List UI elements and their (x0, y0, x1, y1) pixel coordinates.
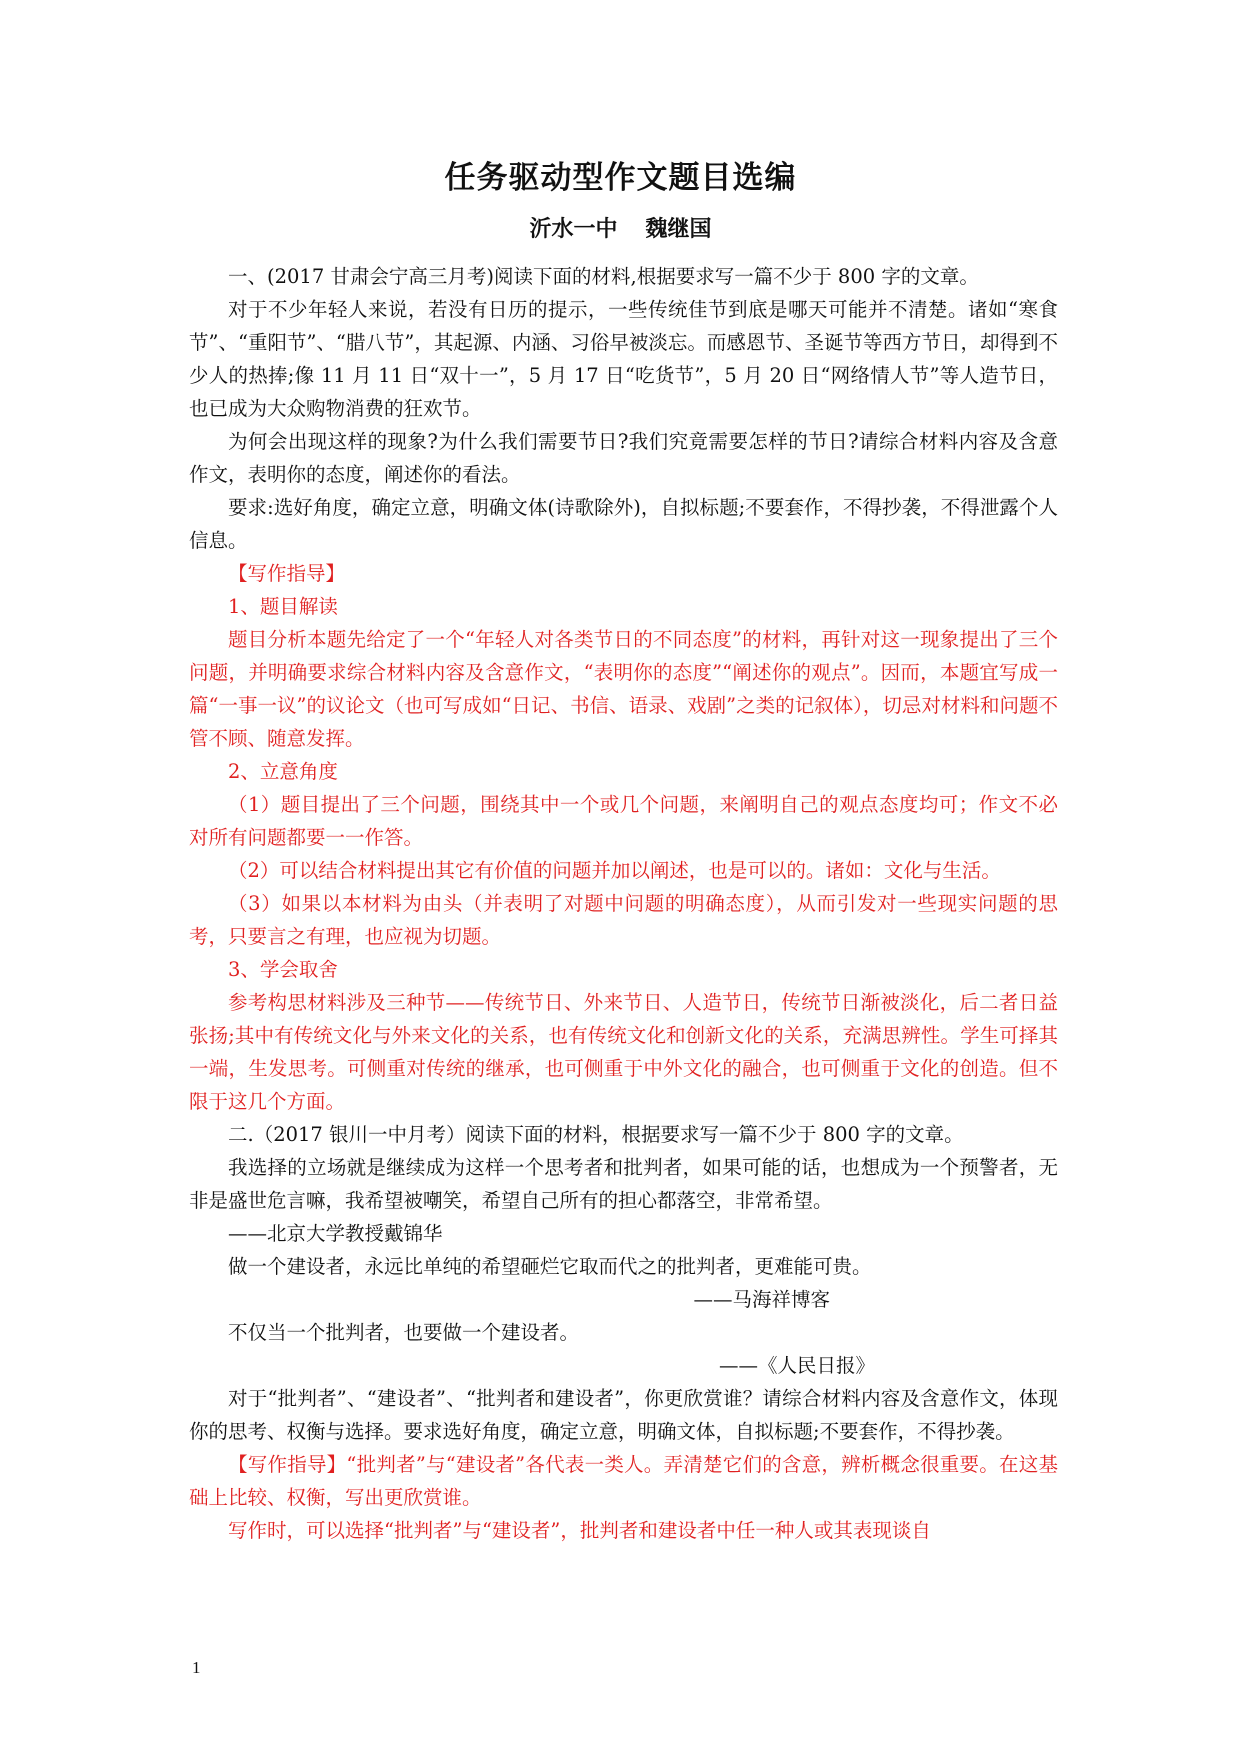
q2-quote3: 不仅当一个批判者，也要做一个建设者。 (228, 1321, 580, 1344)
q1-section1-text: 题目分析本题先给定了一个“年轻人对各类节日的不同态度”的材料，再针对这一现象提出了三个问题，并明确要求综合材料内容及含意作文，“表明你的态度”“阐述你的观点”。因而，本题宜写成一篇“一事一议”的议论文（也可写成如“日记、书信、语录、戏剧”之类的记叙体），切忌对材料和问题不管不顾、随意发挥。 (189, 628, 1058, 750)
q2-question: 对于“批判者”、“建设者”、“批判者和建设者”，你更欣赏谁？请综合材料内容及含意作文，体现你的思考、权衡与选择。要求选好角度，确定立意，明确文体，自拟标题;不要套作，不得抄袭。 (189, 1387, 1058, 1443)
q1-section2-point1: （1）题目提出了三个问题，围绕其中一个或几个问题，来阐明自己的观点态度均可；作文不必对所有问题都要一一作答。 (189, 793, 1058, 849)
q1-section2-point3: （3）如果以本材料为由头（并表明了对题中问题的明确态度），从而引发对一些现实问题的思考，只要言之有理，也应视为切题。 (189, 892, 1058, 948)
q1-section2-point2: （2）可以结合材料提出其它有价值的问题并加以阐述，也是可以的。诸如：文化与生活。 (228, 859, 1001, 882)
q2-quote2: 做一个建设者，永远比单纯的希望砸烂它取而代之的批判者，更难能可贵。 (228, 1255, 872, 1278)
author-line (0, 212, 1241, 243)
q1-question: 为何会出现这样的现象?为什么我们需要节日?我们究竟需要怎样的节日?请综合材料内容及含意作文，表明你的态度，阐述你的看法。 (189, 430, 1058, 486)
q1-guide-label: 【写作指导】 (228, 562, 346, 585)
author-name: 魏继国 (645, 217, 712, 242)
q1-requirement: 要求:选好角度，确定立意，明确文体(诗歌除外)，自拟标题;不要套作，不得抄袭，不得泄露个人信息。 (189, 496, 1058, 552)
q1-section1-heading: 1、题目解读 (228, 595, 338, 618)
q1-material: 对于不少年轻人来说，若没有日历的提示，一些传统佳节到底是哪天可能并不清楚。诸如“寒食节”、“重阳节”、“腊八节”，其起源、内涵、习俗早被淡忘。而感恩节、圣诞节等西方节日，却得到不少人的热捧;像 11 月 11 日“双十一”，5 月 17 日“吃货节”，5 月 20 日“网络情人节”等人造节日，也已成为大众购物消费的狂欢节。 (189, 298, 1058, 420)
q2-source2: ——马海祥博客 (693, 1288, 830, 1311)
q2-prompt: 二.（2017 银川一中月考）阅读下面的材料，根据要求写一篇不少于 800 字的文章。 (228, 1123, 964, 1146)
q2-guide-continued: 写作时，可以选择“批判者”与“建设者”，批判者和建设者中任一种人或其表现谈自 (228, 1519, 931, 1542)
q1-section2-heading: 2、立意角度 (228, 760, 338, 783)
q2-guide: 【写作指导】“批判者”与“建设者”各代表一类人。弄清楚它们的含意，辨析概念很重要。在这基础上比较、权衡，写出更欣赏谁。 (189, 1453, 1058, 1509)
q1-section3-text: 参考构思材料涉及三种节——传统节日、外来节日、人造节日，传统节日渐被淡化，后二者日益张扬;其中有传统文化与外来文化的关系，也有传统文化和创新文化的关系，充满思辨性。学生可择其一端，生发思考。可侧重对传统的继承，也可侧重于中外文化的融合，也可侧重于文化的创造。但不限于这几个方面。 (189, 991, 1058, 1113)
document-body (189, 260, 1058, 1547)
q1-prompt: 一、(2017 甘肃会宁高三月考)阅读下面的材料,根据要求写一篇不少于 800 字的文章。 (228, 265, 979, 288)
q2-source1: ——北京大学教授戴锦华 (228, 1222, 443, 1245)
page-number: 1 (192, 1658, 201, 1677)
q2-source3: ——《人民日报》 (718, 1354, 875, 1377)
q2-quote1: 我选择的立场就是继续成为这样一个思考者和批判者，如果可能的话，也想成为一个预警者，无非是盛世危言嘛，我希望被嘲笑，希望自己所有的担心都落空，非常希望。 (189, 1156, 1058, 1212)
q1-section3-heading: 3、学会取舍 (228, 958, 338, 981)
author-school: 沂水一中 (529, 217, 618, 242)
page-title: 任务驱动型作文题目选编 (444, 160, 797, 196)
